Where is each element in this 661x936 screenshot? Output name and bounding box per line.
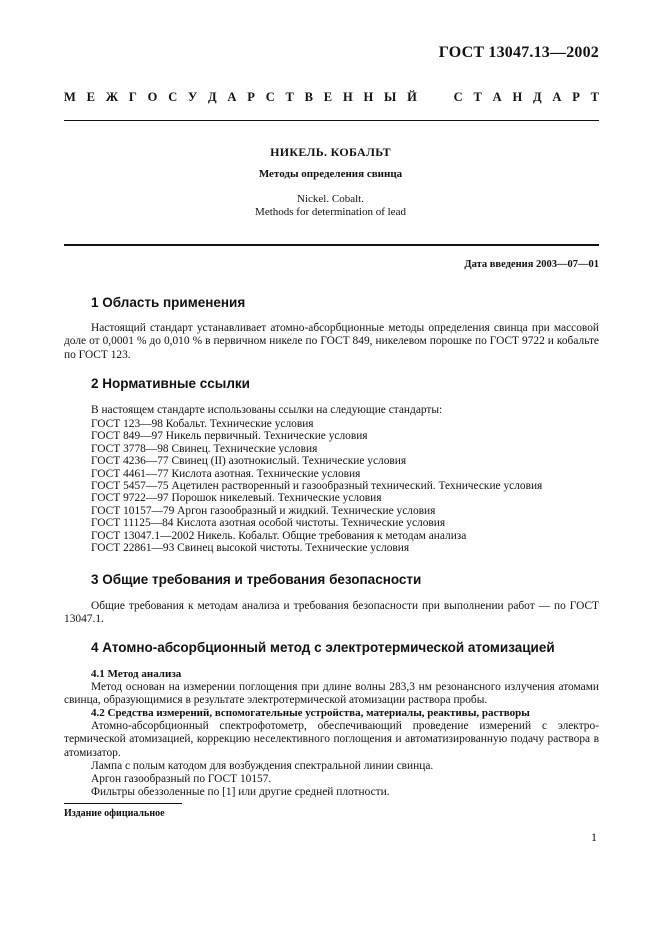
- document-code: ГОСТ 13047.13—2002: [438, 44, 599, 61]
- banner_left-letter: У: [188, 90, 198, 104]
- banner_left-letter: Г: [128, 90, 137, 104]
- banner_right-letter: Т: [473, 90, 482, 104]
- english-title-line1: Nickel. Cobalt.: [297, 193, 364, 205]
- banner_left-letter: Д: [208, 90, 217, 104]
- title-divider: [64, 244, 599, 246]
- subsection-4-2-para-2: Лампа с полым катодом для возбуждения спектральной линии свинца.: [91, 760, 434, 772]
- reference-item: ГОСТ 22861—93 Свинец высокой чистоты. Технические условия: [91, 542, 410, 555]
- reference-item: ГОСТ 11125—84 Кислота азотная особой чистоты. Технические условия: [91, 517, 446, 530]
- banner_left-letter: Е: [86, 90, 95, 104]
- reference-item: ГОСТ 13047.1—2002 Никель. Кобальт. Общие требования к методам анализа: [91, 529, 467, 542]
- subsection-4-1-text: Метод основан на измерении поглощения при длине волны 283,3 нм резонансного излучения атомами свинца, образующимися в результате электротермической атомизации раствора пробы.: [64, 681, 599, 707]
- document-subtitle: Методы определения свинца: [258, 168, 403, 180]
- reference-item: ГОСТ 10157—79 Аргон газообразный и жидкий. Технические условия: [91, 504, 436, 517]
- edition-note: Издание официальное: [64, 808, 165, 819]
- banner-word-standard: [454, 90, 599, 105]
- banner_right-letter: Н: [512, 90, 523, 104]
- banner_left-letter: С: [265, 90, 275, 104]
- banner-word-interstate: [64, 90, 417, 105]
- footer-divider: [64, 803, 182, 804]
- reference-item: ГОСТ 5457—75 Ацетилен растворенный и газообразный технический. Технические условия: [91, 480, 543, 493]
- reference-item: ГОСТ 3778—98 Свинец. Технические условия: [91, 442, 318, 455]
- banner_left-letter: Ж: [105, 90, 119, 104]
- section-1-text: Настоящий стандарт устанавливает атомно-абсорбционные методы определения свинца при массовой доле от 0,0001 % до 0,010 % в первичном никеле по ГОСТ 849, никелевом порошке по ГОСТ 9722 и кобальте по ГОСТ 123.: [64, 322, 599, 361]
- reference-item: ГОСТ 123—98 Кобальт. Технические условия: [91, 418, 314, 430]
- introduction-date: Дата введения 2003—07—01: [464, 259, 599, 270]
- banner_left-letter: Т: [285, 90, 294, 104]
- section-2-heading: 2 Нормативные ссылки: [91, 376, 250, 391]
- section-3-heading: 3 Общие требования и требования безопасности: [91, 572, 422, 587]
- banner_right-letter: Д: [532, 90, 542, 104]
- subsection-4-2-para-1: Атомно-абсорбционный спектрофотометр, обеспечивающий проведение измерений с электро-термической атомизацией, коррекцию неселективного поглощения и автоматизированную подачу раствора в атомизатор.: [64, 720, 599, 759]
- reference-item: ГОСТ 9722—97 Порошок никелевый. Технические условия: [91, 492, 382, 505]
- banner_left-letter: Р: [247, 90, 255, 104]
- subsection-4-2-para-3: Аргон газообразный по ГОСТ 10157.: [91, 773, 272, 785]
- banner_left-letter: М: [64, 90, 76, 104]
- banner_left-letter: С: [168, 90, 178, 104]
- reference-item: ГОСТ 849—97 Никель первичный. Технические условия: [91, 430, 368, 443]
- banner_left-letter: Н: [363, 90, 374, 104]
- subsection-4-2-para-4: Фильтры обеззоленные по [1] или другие средней плотности.: [91, 786, 390, 798]
- subsection-4-1-heading: 4.1 Метод анализа: [91, 668, 182, 680]
- banner_left-letter: Ы: [384, 90, 397, 104]
- banner_right-letter: Т: [590, 90, 599, 104]
- banner_right-letter: А: [492, 90, 502, 104]
- top-divider: [64, 120, 599, 121]
- page-number: 1: [591, 830, 597, 844]
- banner_right-letter: С: [453, 90, 463, 104]
- subsection-4-2-heading: 4.2 Средства измерений, вспомогательные устройства, материалы, реактивы, растворы: [91, 707, 530, 719]
- banner_left-letter: Е: [323, 90, 333, 104]
- document-title: НИКЕЛЬ. КОБАЛЬТ: [270, 145, 391, 159]
- banner_left-letter: В: [304, 90, 313, 104]
- banner_right-letter: А: [552, 90, 562, 104]
- reference-item: ГОСТ 4461—77 Кислота азотная. Технические условия: [91, 467, 361, 480]
- english-title-line2: Methods for determination of lead: [255, 206, 406, 218]
- banner_left-letter: А: [227, 90, 237, 104]
- banner_left-letter: Н: [342, 90, 353, 104]
- reference-item: ГОСТ 4236—77 Свинец (II) азотнокислый. Технические условия: [91, 455, 407, 468]
- banner_left-letter: О: [147, 90, 158, 104]
- section-3-text: Общие требования к методам анализа и требования безопасности при выполнении работ — по ГОСТ 13047.1.: [64, 600, 599, 626]
- section-4-heading: 4 Атомно-абсорбционный метод с электротермической атомизацией: [91, 640, 555, 655]
- normative-references-list: [91, 418, 542, 554]
- banner_right-letter: Р: [572, 90, 580, 104]
- standard-type-banner: [64, 90, 599, 105]
- section-1-heading: 1 Область применения: [91, 295, 246, 310]
- banner_left-letter: Й: [407, 90, 417, 104]
- section-2-intro: В настоящем стандарте использованы ссылки на следующие стандарты:: [91, 404, 443, 416]
